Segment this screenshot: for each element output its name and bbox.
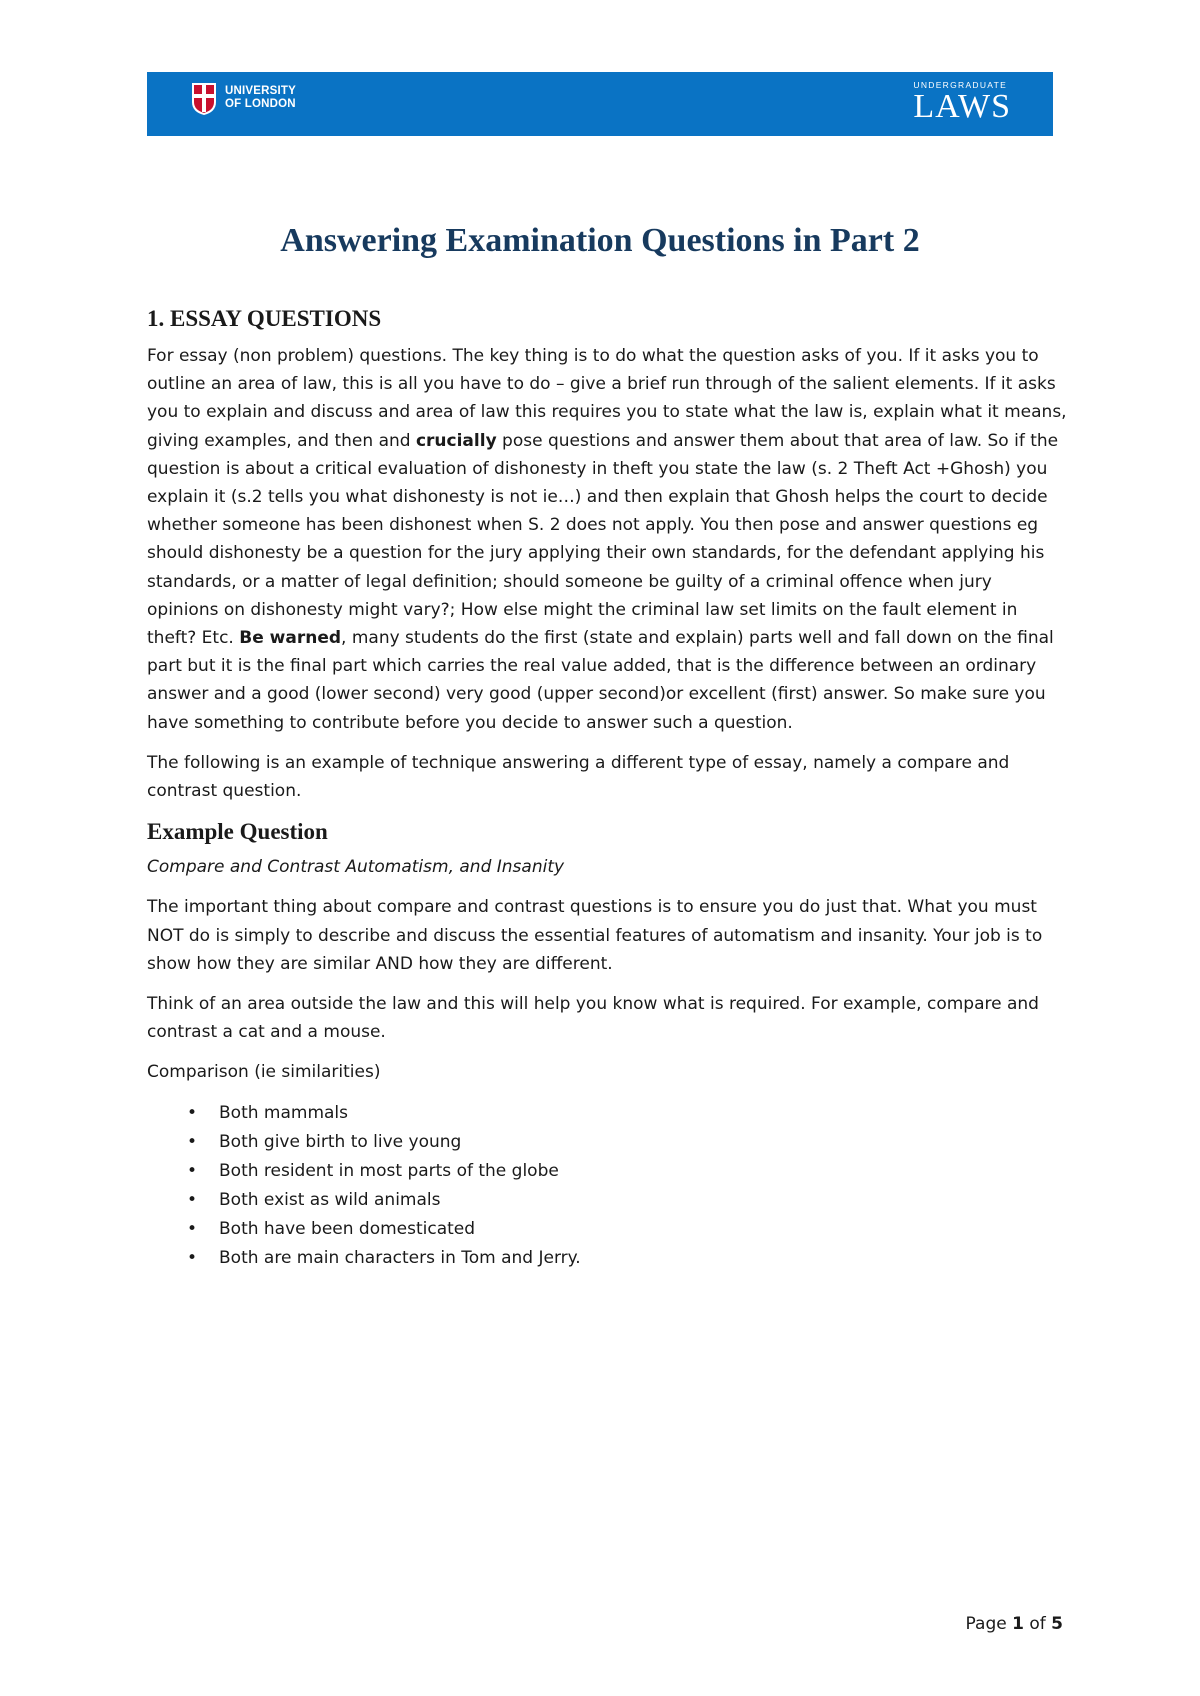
- emphasis-be-warned: Be warned: [239, 628, 342, 649]
- document-body: [147, 306, 1067, 1273]
- example-question-text: Compare and Contrast Automatism, and Insanity: [147, 857, 565, 878]
- emphasis-crucially: crucially: [415, 430, 497, 451]
- list-item: • Both resident in most parts of the globe: [219, 1157, 1067, 1186]
- header-banner: [147, 72, 1053, 136]
- list-item: • Both exist as wild animals: [219, 1186, 1067, 1215]
- undergraduate-laws-logo: [913, 80, 1011, 124]
- university-of-london-logo-text: UNIVERSITY OF LONDON: [225, 85, 297, 110]
- section-heading-essay-questions: 1. ESSAY QUESTIONS: [147, 306, 382, 331]
- outside-law-paragraph: Think of an area outside the law and this will help you know what is required. For example, compare and contrast a cat and a mouse.: [147, 994, 1039, 1043]
- laws-logo-top: UNDERGRADUATE: [913, 80, 1008, 90]
- essay-paragraph: For essay (non problem) questions. The key thing is to do what the question asks of you. If it asks you to outline an area of law, this is all you have to do – give a brief run through of the salient elements. If it asks you to explain and discuss and area of law this requires you to state what the law is, explain what it means, giving examples, and then and crucially pose questions and answer them about that area of law. So if the question is about a critical evaluation of dishonesty in theft you state the law (s. 2 Theft Act +Ghosh) you explain it (s.2 tells you what dishonesty is not ie…) and then explain that Ghosh helps the court to decide whether someone has been dishonest when S. 2 does not apply. You then pose and answer questions eg should dishonesty be a question for the jury applying their own standards, for the defendant applying his standards, or a matter of legal definition; should someone be guilty of a criminal offence when jury opinions on dishonesty might vary?; How else might the criminal law set limits on the fault element in theft? Etc. Be warned, many students do the first (state and explain) parts well and fall down on the final part but it is the final part which carries the real value added, that is the difference between an ordinary answer and a good (lower second) very good (upper second)or excellent (first) answer. So make sure you have something to contribute before you decide to answer such a question.: [147, 346, 1067, 733]
- similarities-list: [147, 1099, 1067, 1273]
- laws-logo-main: LAWS: [913, 88, 1011, 125]
- university-crest-icon: [191, 82, 217, 116]
- compare-contrast-paragraph: The important thing about compare and contrast questions is to ensure you do just that. What you must NOT do is simply to describe and discuss the essential features of automatism and insanity. Your job is to show how they are similar AND how they are different.: [147, 897, 1043, 974]
- list-item: • Both mammals: [219, 1099, 1067, 1128]
- list-item: • Both give birth to live young: [219, 1128, 1067, 1157]
- page-number: Page 1 of 5: [965, 1614, 1063, 1634]
- comparison-label: Comparison (ie similarities): [147, 1062, 381, 1083]
- list-item: • Both have been domesticated: [219, 1215, 1067, 1244]
- intro-paragraph: The following is an example of technique answering a different type of essay, namely a compare and contrast question.: [147, 752, 1010, 802]
- example-question-heading: Example Question: [147, 819, 328, 845]
- list-item: • Both are main characters in Tom and Jerry.: [219, 1244, 1067, 1273]
- document-title: Answering Examination Questions in Part 2: [280, 222, 920, 259]
